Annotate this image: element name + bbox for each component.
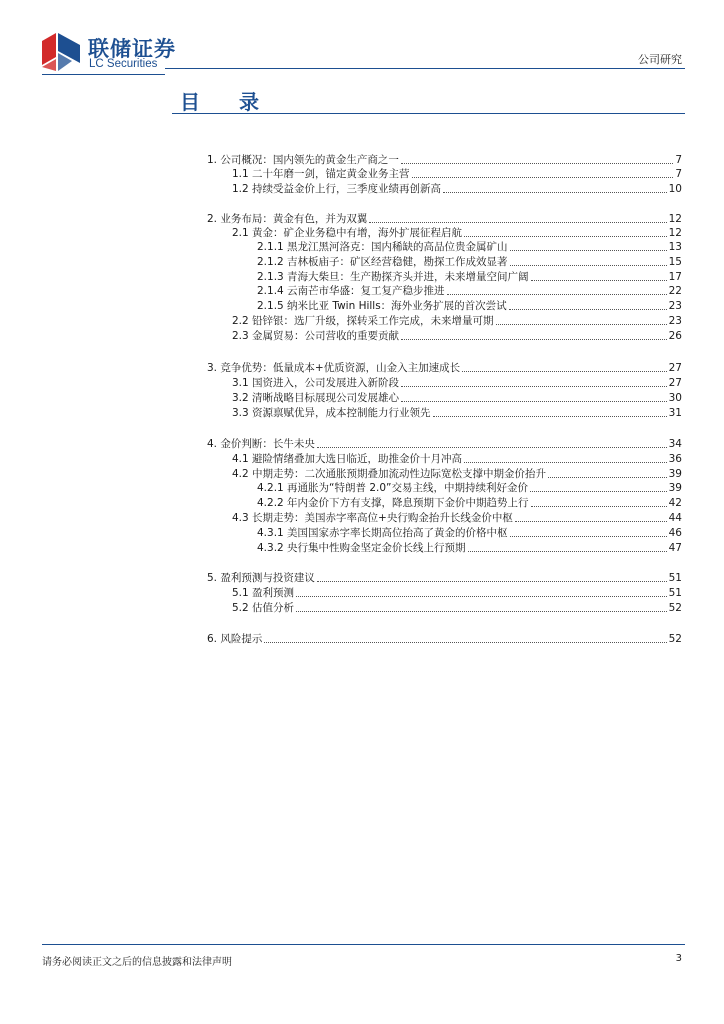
toc-entry-title: 4. 金价判断：长牛未央 (207, 438, 315, 450)
toc-entry-title: 2.1.3 青海大柴旦：生产勘探齐头并进，未来增量空间广阔 (257, 271, 529, 283)
header-rule (165, 68, 685, 69)
toc-entry-page: 36 (668, 453, 682, 465)
toc-entry-title: 2.3 金属贸易：公司营收的重要贡献 (232, 330, 400, 342)
toc-entry-title: 4.3.2 央行集中性购金坚定金价长线上行预期 (257, 542, 466, 554)
toc-leader-dots (401, 163, 673, 164)
brand-name-en: LC Securities (89, 58, 158, 70)
toc-leader-dots (464, 236, 667, 237)
toc-entry[interactable] (257, 270, 682, 284)
toc-entry-title: 2.1.2 吉林板庙子：矿区经营稳健，勘探工作成效显著 (257, 256, 508, 268)
toc-entry-title: 2.1 黄金：矿企业务稳中有增，海外扩展征程启航 (232, 227, 463, 239)
toc-entry-page: 23 (668, 300, 682, 312)
toc-leader-dots (369, 222, 666, 223)
toc-entry[interactable] (232, 376, 682, 390)
toc-entry-page: 52 (668, 633, 682, 645)
toc-entry[interactable] (232, 586, 682, 600)
toc-entry[interactable] (257, 496, 682, 510)
toc-entry-title: 4.1 避险情绪叠加大选日临近，助推金价十月冲高 (232, 453, 463, 465)
toc-entry-title: 2.2 铅锌银：选厂升级，探转采工作完成，未来增量可期 (232, 315, 494, 327)
toc-entry-title: 2.1.1 黑龙江黑河洛克：国内稀缺的高品位贵金属矿山 (257, 241, 508, 253)
toc-leader-dots (531, 280, 667, 281)
toc-entry-page: 52 (668, 602, 682, 614)
toc-entry[interactable] (232, 406, 682, 420)
toc-entry[interactable] (232, 467, 682, 481)
toc-entry[interactable] (232, 601, 682, 615)
footer-rule (42, 944, 685, 945)
toc-leader-dots (515, 521, 667, 522)
toc-entry-page: 15 (668, 256, 682, 268)
toc-entry-title: 4.2.2 年内金价下方有支撑，降息预期下金价中期趋势上行 (257, 497, 529, 509)
toc-leader-dots (401, 386, 667, 387)
toc-entry[interactable] (257, 255, 682, 269)
toc-entry-title: 1.2 持续受益金价上行，三季度业绩再创新高 (232, 183, 442, 195)
toc-leader-dots (296, 611, 667, 612)
toc-leader-dots (468, 551, 667, 552)
toc-entry-title: 5.2 估值分析 (232, 602, 295, 614)
toc-leader-dots (530, 491, 667, 492)
toc-entry-page: 51 (668, 587, 682, 599)
toc-entry[interactable] (232, 329, 682, 343)
toc-entry[interactable] (207, 361, 682, 375)
toc-entry-page: 44 (668, 512, 682, 524)
toc-entry[interactable] (257, 284, 682, 298)
toc-entry-page: 47 (668, 542, 682, 554)
toc-entry-title: 4.2.1 再通胀为“特朗普 2.0”交易主线，中期持续利好金价 (257, 482, 528, 494)
toc-entry[interactable] (207, 632, 682, 646)
toc-entry-title: 4.2 中期走势：二次通胀预期叠加流动性边际宽松支撑中期金价抬升 (232, 468, 547, 480)
toc-entry-page: 13 (668, 241, 682, 253)
toc-entry[interactable] (232, 182, 682, 196)
toc-leader-dots (443, 192, 667, 193)
toc-entry[interactable] (232, 226, 682, 240)
toc-entry-title: 1.1 二十年磨一剑，锚定黄金业务主营 (232, 168, 410, 180)
toc-leader-dots (496, 324, 667, 325)
toc-entry-page: 10 (668, 183, 682, 195)
toc-entry-title: 6. 风险提示 (207, 633, 263, 645)
toc-entry-page: 31 (668, 407, 682, 419)
toc-entry-title: 2.1.5 纳米比亚 Twin Hills：海外业务扩展的首次尝试 (257, 300, 507, 312)
toc-entry-title: 5. 盈利预测与投资建议 (207, 572, 315, 584)
toc-entry[interactable] (207, 437, 682, 451)
toc-entry-title: 3. 竞争优势：低量成本+优质资源，山金入主加速成长 (207, 362, 461, 374)
toc-entry-title: 5.1 盈利预测 (232, 587, 295, 599)
toc-entry-page: 22 (668, 285, 682, 297)
toc-leader-dots (401, 401, 667, 402)
company-logo-icon (42, 33, 80, 71)
toc-entry[interactable] (257, 240, 682, 254)
toc-entry-title: 4.3.1 美国国家赤字率长期高位抬高了黄金的价格中枢 (257, 527, 508, 539)
toc-entry-title: 2. 业务布局：黄金有色，并为双翼 (207, 213, 368, 225)
toc-entry[interactable] (207, 153, 682, 167)
toc-entry-title: 2.1.4 云南芒市华盛：复工复产稳步推进 (257, 285, 445, 297)
toc-entry-page: 23 (668, 315, 682, 327)
toc-entry-title: 4.3 长期走势：美国赤字率高位+央行购金抬升长线金价中枢 (232, 512, 513, 524)
toc-leader-dots (296, 596, 667, 597)
toc-entry[interactable] (232, 314, 682, 328)
title-rule (172, 113, 685, 114)
toc-entry[interactable] (257, 481, 682, 495)
toc-entry-page: 7 (675, 168, 682, 180)
toc-leader-dots (412, 177, 674, 178)
toc-entry[interactable] (257, 299, 682, 313)
toc-leader-dots (447, 294, 667, 295)
toc-entry-page: 7 (675, 154, 682, 166)
toc-entry-page: 39 (668, 482, 682, 494)
toc-leader-dots (509, 309, 667, 310)
toc-entry[interactable] (232, 167, 682, 181)
toc-entry[interactable] (257, 541, 682, 555)
toc-entry-page: 39 (668, 468, 682, 480)
toc-leader-dots (317, 447, 667, 448)
header-rule-left (42, 74, 165, 75)
toc-entry[interactable] (207, 571, 682, 585)
report-type-tag: 公司研究 (638, 53, 682, 66)
toc-entry[interactable] (232, 452, 682, 466)
toc-entry-page: 26 (668, 330, 682, 342)
footer-disclaimer: 请务必阅读正文之后的信息披露和法律声明 (42, 957, 232, 968)
toc-title: 目 录 (180, 90, 275, 114)
toc-entry-page: 46 (668, 527, 682, 539)
toc-entry-page: 51 (668, 572, 682, 584)
toc-entry-page: 34 (668, 438, 682, 450)
toc-entry[interactable] (257, 526, 682, 540)
toc-entry-page: 27 (668, 377, 682, 389)
toc-leader-dots (510, 536, 667, 537)
toc-leader-dots (510, 250, 667, 251)
toc-entry[interactable] (207, 212, 682, 226)
toc-entry[interactable] (232, 511, 682, 525)
toc-entry-title: 3.3 资源禀赋优异，成本控制能力行业领先 (232, 407, 431, 419)
toc-entry-page: 17 (668, 271, 682, 283)
toc-entry-title: 3.1 国资进入，公司发展进入新阶段 (232, 377, 400, 389)
toc-leader-dots (531, 506, 667, 507)
toc-entry-page: 42 (668, 497, 682, 509)
toc-leader-dots (462, 371, 666, 372)
brand-name-cn: 联储证券 (88, 37, 176, 61)
toc-leader-dots (401, 339, 667, 340)
toc-entry-page: 12 (668, 227, 682, 239)
toc-entry-page: 12 (668, 213, 682, 225)
toc-entry-page: 30 (668, 392, 682, 404)
toc-leader-dots (510, 265, 667, 266)
toc-leader-dots (317, 581, 667, 582)
toc-leader-dots (264, 642, 666, 643)
toc-leader-dots (548, 477, 667, 478)
toc-entry-page: 27 (668, 362, 682, 374)
toc-entry-title: 3.2 清晰战略目标展现公司发展雄心 (232, 392, 400, 404)
toc-entry[interactable] (232, 391, 682, 405)
toc-leader-dots (433, 416, 667, 417)
page-number: 3 (675, 953, 682, 964)
toc-leader-dots (464, 462, 667, 463)
toc-entry-title: 1. 公司概况：国内领先的黄金生产商之一 (207, 154, 399, 166)
